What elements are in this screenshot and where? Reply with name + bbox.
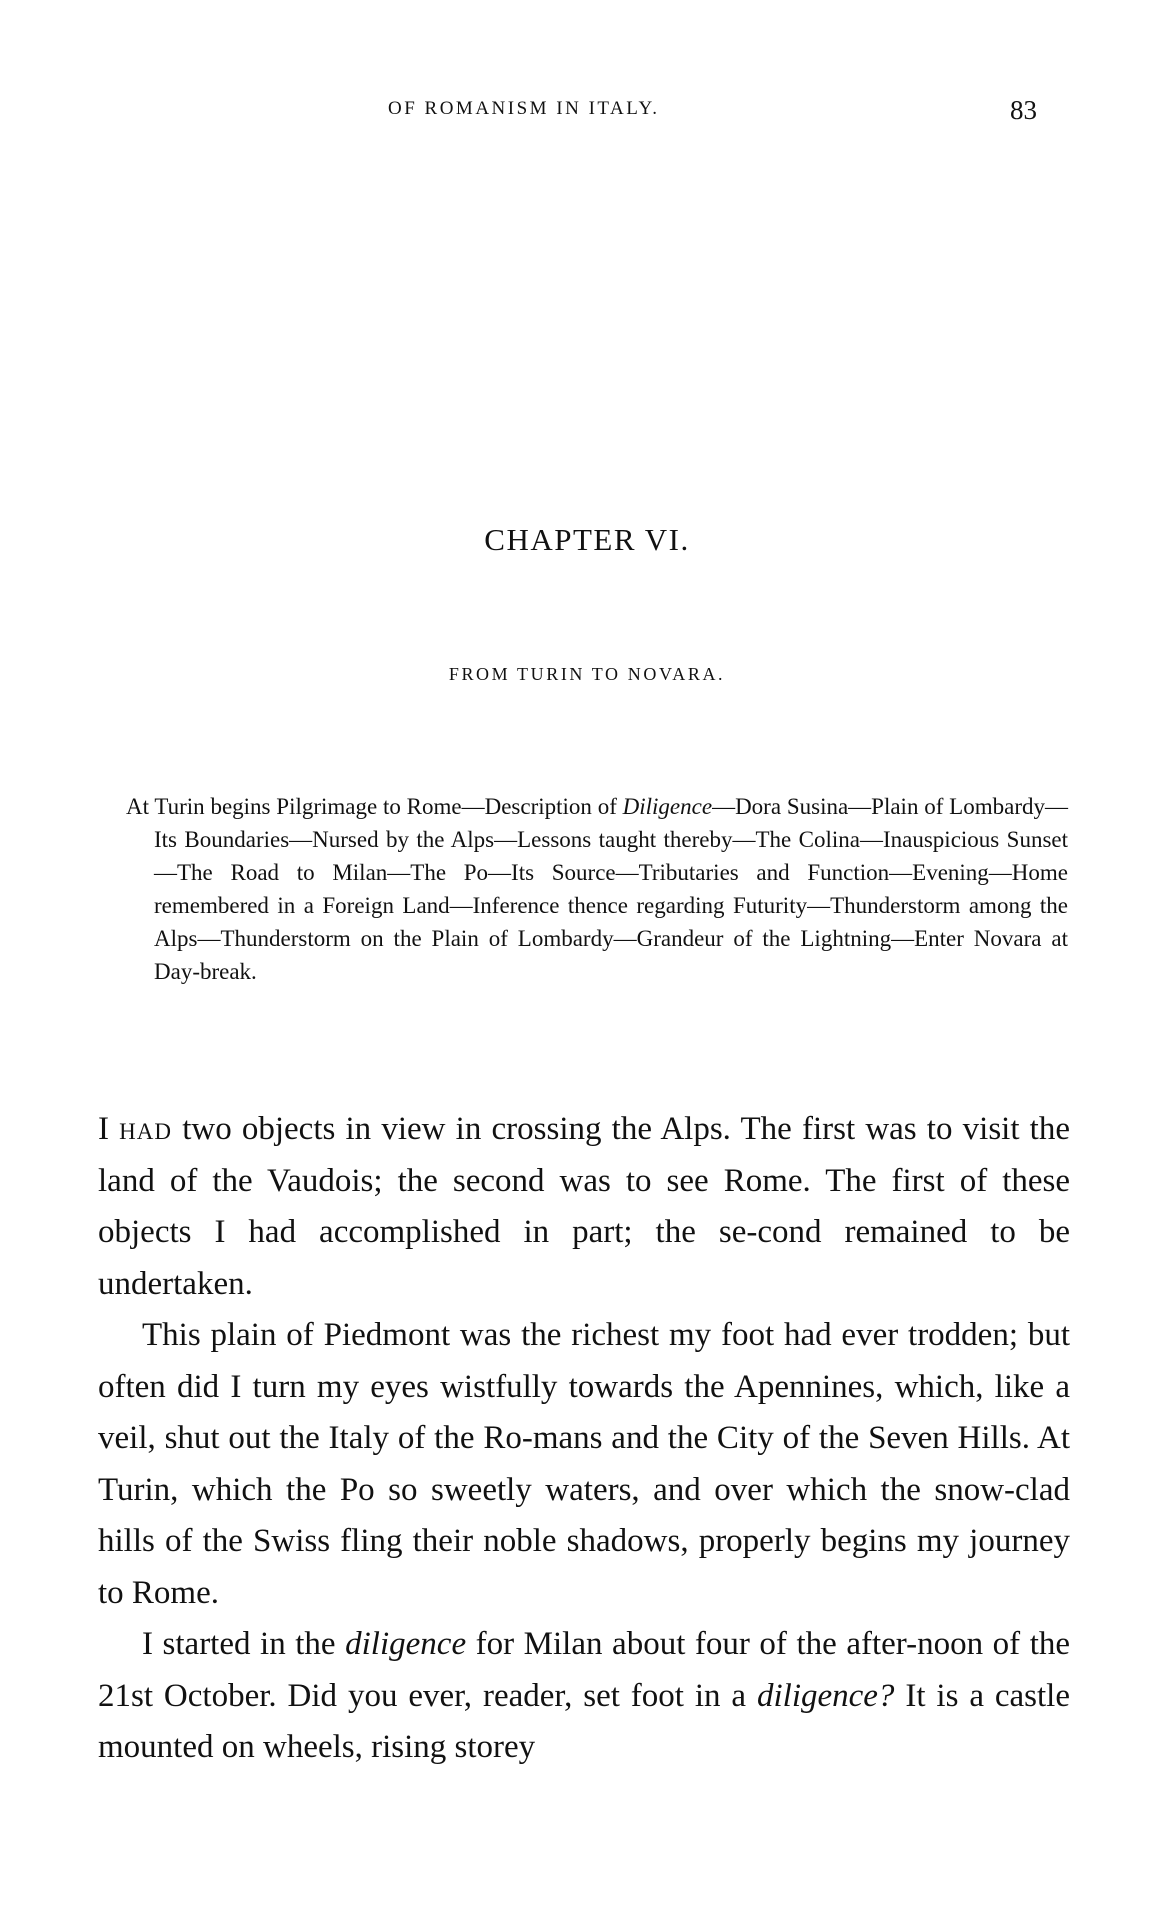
synopsis-italic-diligence: Diligence xyxy=(622,794,713,819)
paragraph-3-text-c: It is a castle mounted on wheels, rising storey xyxy=(98,1677,1070,1765)
body-text xyxy=(98,1104,1070,1774)
paragraph-3-italic-diligence-question: diligence? xyxy=(756,1677,895,1714)
chapter-subtitle: FROM TURIN TO NOVARA. xyxy=(448,664,726,684)
paragraph-2: This plain of Piedmont was the richest my foot had ever trodden; but often did I turn my eyes wistfully towards the Apennines, which, like a veil, shut out the Italy of the Ro-mans and the City of the Seven Hills. At Turin, which the Po so sweetly waters, and over which the snow-clad hills of the Swiss fling their noble shadows, properly begins my journey to Rome. xyxy=(98,1317,1070,1611)
paragraph-1-small-caps: had xyxy=(119,1111,173,1147)
running-title: OF ROMANISM IN ITALY. xyxy=(388,98,660,119)
chapter-synopsis xyxy=(126,790,1068,988)
paragraph-3 xyxy=(98,1619,1070,1774)
synopsis-text-1: At Turin begins Pilgrimage to Rome—Description of xyxy=(126,794,623,819)
running-head xyxy=(0,95,1174,130)
paragraph-1 xyxy=(98,1104,1070,1310)
paragraph-3-text-b: for Milan about four of the after-noon of the 21st October. Did you ever, reader, set foot in a xyxy=(98,1626,1071,1714)
synopsis-text-2: —Dora Susina—Plain of Lombardy—Its Boundaries—Nursed by the Alps—Lessons taught thereby—The Colina—Inauspicious Sunset—The Road to Milan—The Po—Its Source—Tributaries and Function—Evening—Home remembered in a Foreign Land—Inference thence regarding Futurity—Thunderstorm among the Alps—Thunderstorm on the Plain of Lombardy—Grandeur of the Lightning—Enter Novara at Day-break. xyxy=(154,794,1068,984)
page-number: 83 xyxy=(1010,95,1037,125)
chapter-heading: CHAPTER VI. xyxy=(484,522,690,557)
paragraph-1-initial: I xyxy=(98,1111,120,1147)
paragraph-3-text-a: I started in the xyxy=(142,1626,346,1662)
paragraph-3-italic-diligence: diligence xyxy=(345,1626,467,1662)
paragraph-1-text: two objects in view in crossing the Alps. The first was to visit the land of the Vaudois; the second was to see Rome. The first of these objects I had accomplished in part; the se-cond remained to be undertaken. xyxy=(98,1111,1070,1302)
